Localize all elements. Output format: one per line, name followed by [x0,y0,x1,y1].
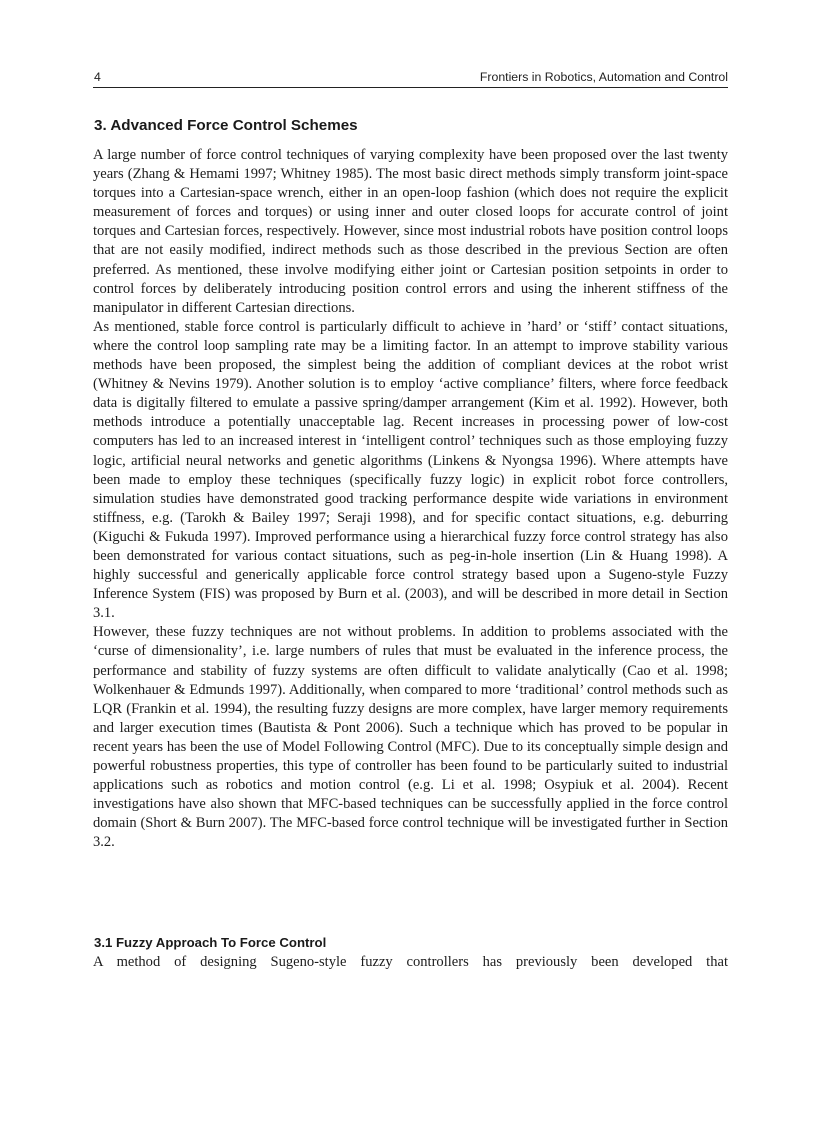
running-title: Frontiers in Robotics, Automation and Control [479,70,728,84]
running-header [93,70,728,88]
section-body [93,146,728,852]
page-number: 4 [94,70,101,84]
paragraph: As mentioned, stable force control is particularly difficult to achieve in ’hard’ or ‘stiff’ contact situations, where the control loop sampling rate may be a limiting factor. In an attempt to improve stability various methods have been proposed, the simplest being the addition of compliant devices at the robot wrist (Whitney & Nevins 1979). Another solution is to employ ‘active compliance’ filters, where force feedback data is digitally filtered to emulate a passive spring/damper arrangement (Kim et al. 1992). However, both methods introduce a potentially unacceptable lag. Recent increases in processing power of low-cost computers has led to an increased interest in ‘intelligent control’ techniques such as those employing fuzzy logic, artificial neural networks and genetic algorithms (Linkens & Nyongsa 1996). Where attempts have been made to employ these techniques (specifically fuzzy logic) in explicit robot force controllers, simulation studies have demonstrated good tracking performance despite wide variations in environment stiffness, e.g. (Tarokh & Bailey 1997; Seraji 1998), and for specific contact situations, e.g. deburring (Kiguchi & Fukuda 1997). Improved performance using a hierarchical fuzzy force control strategy has also been demonstrated for various contact situations, such as peg-in-hole insertion (Lin & Huang 1998). A highly successful and generically applicable force control strategy based upon a Sugeno-style Fuzzy Inference System (FIS) was proposed by Burn et al. (2003), and will be described in more detail in Section 3.1. [93,318,728,622]
paragraph: A large number of force control techniques of varying complexity have been proposed over the last twenty years (Zhang & Hemami 1997; Whitney 1985). The most basic direct methods simply transform joint-space torques into a Cartesian-space wrench, either in an open-loop fashion (which does not require the explicit measurement of forces and torques) or using inner and outer closed loops for accurate control of joint torques and Cartesian forces, respectively. However, since most industrial robots have position control loops that are not easily modified, indirect methods such as those described in the previous Section are often preferred. As mentioned, these involve modifying either joint or Cartesian position setpoints in order to control forces by deliberately introducing position control errors and using the inherent stiffness of the manipulator in different Cartesian directions. [93,147,728,316]
section-heading: 3. Advanced Force Control Schemes [94,117,358,134]
subsection-heading: 3.1 Fuzzy Approach To Force Control [94,935,327,950]
subsection-body [93,953,728,972]
paragraph: However, these fuzzy techniques are not without problems. In addition to problems associated with the ‘curse of dimensionality’, i.e. large numbers of rules that must be evaluated in the inference process, the performance and stability of fuzzy systems are often difficult to validate analytically (Cao et al. 1998; Wolkenhauer & Edmunds 1997). Additionally, when compared to more ‘traditional’ control methods such as LQR (Frankin et al. 1994), the resulting fuzzy designs are more complex, have larger memory requirements and larger execution times (Bautista & Pont 2006). Such a technique which has proved to be popular in recent years has been the use of Model Following Control (MFC). Due to its conceptually simple design and powerful robustness properties, this type of controller has been found to be particularly suited to industrial applications such as robotics and motion control (e.g. Li et al. 1998; Osypiuk et al. 2004). Recent investigations have also shown that MFC-based techniques can be successfully applied in the force control domain (Short & Burn 2007). The MFC-based force control technique will be investigated further in Section 3.2. [93,624,728,851]
paragraph: A method of designing Sugeno-style fuzzy controllers has previously been developed that [93,954,728,970]
